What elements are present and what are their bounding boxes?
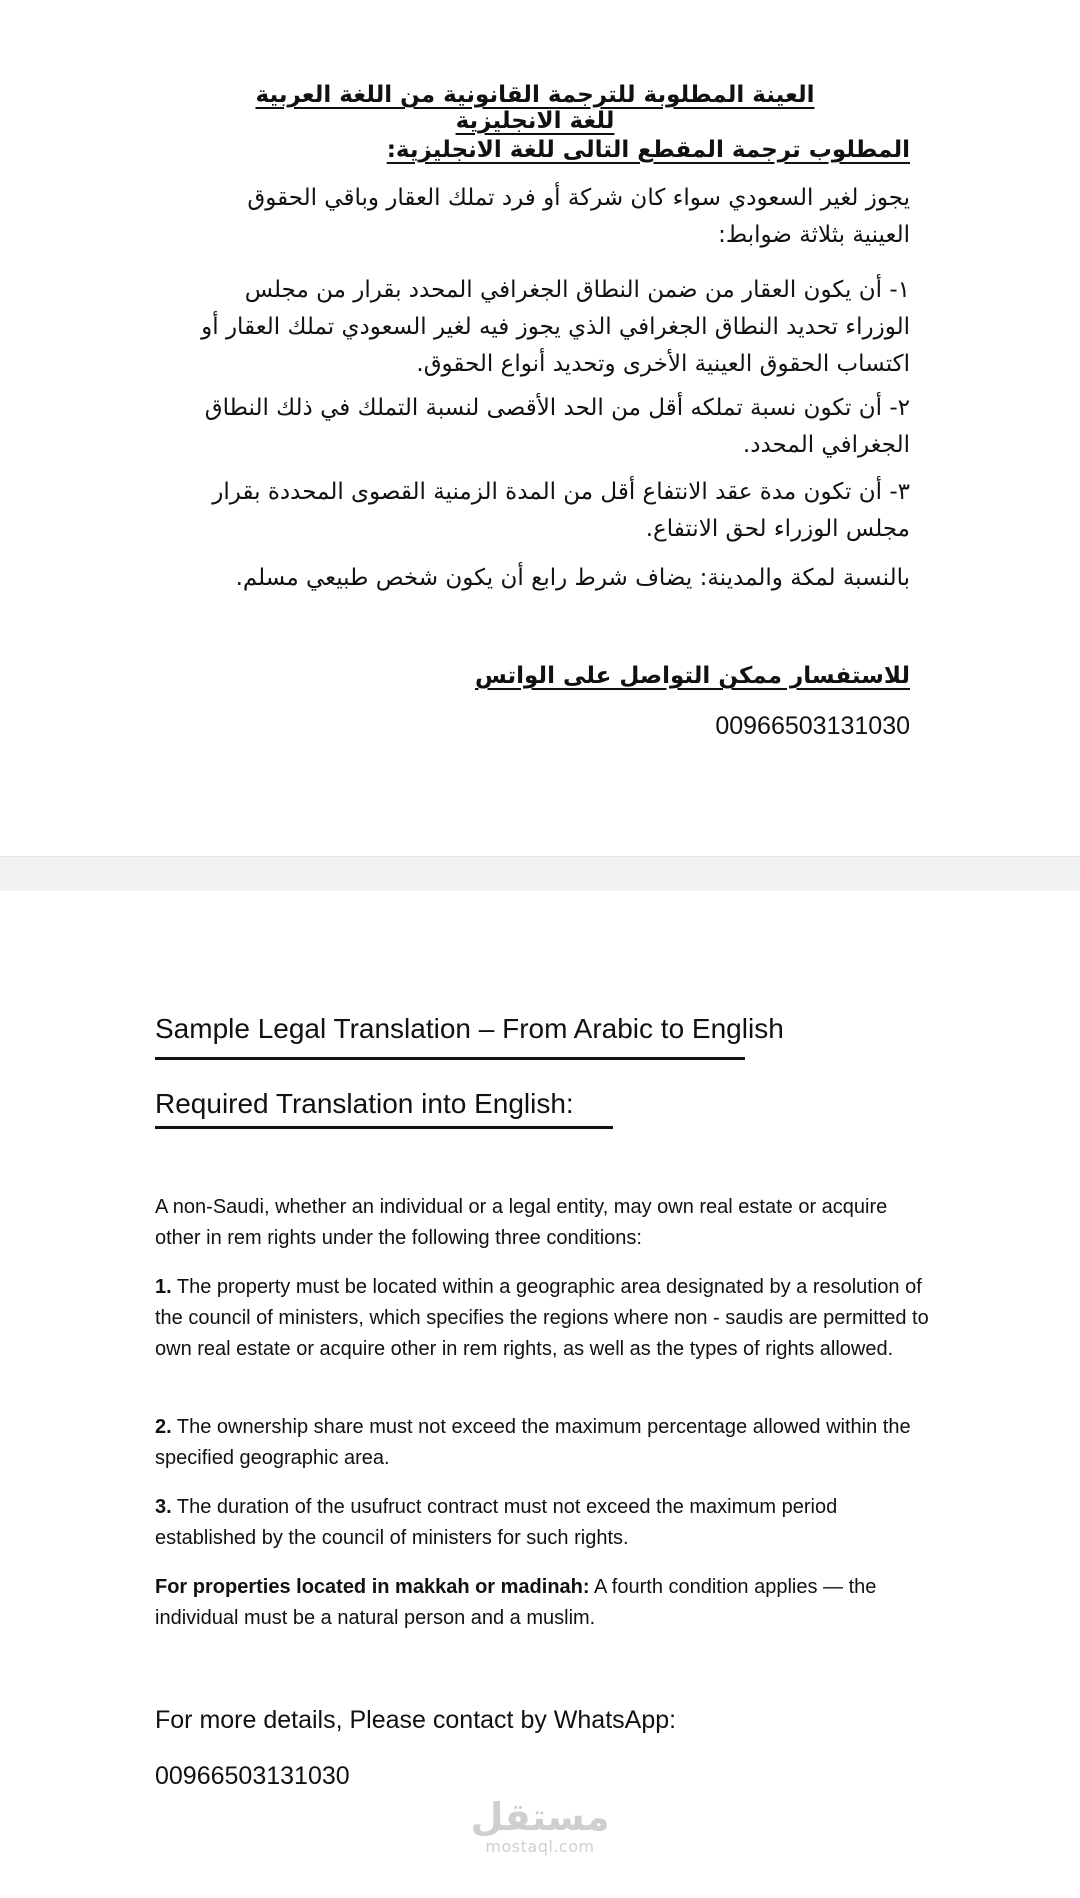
arabic-subtitle: المطلوب ترجمة المقطع التالى للغة الانجليزية: bbox=[386, 137, 910, 163]
english-contact-label: For more details, Please contact by WhatsApp: bbox=[155, 1706, 677, 1734]
arabic-intro: يجوز لغير السعودي سواء كان شركة أو فرد تملك العقار وباقي الحقوق العينية بثلاثة ضوابط: bbox=[247, 185, 910, 248]
condition-2-text: The ownership share must not exceed the maximum percentage allowed within the specified geographic area. bbox=[155, 1416, 911, 1469]
note-text: A fourth condition applies — the individual must be a natural person and a muslim. bbox=[155, 1576, 877, 1629]
arabic-contact-label: للاستفسار ممكن التواصل على الواتس bbox=[474, 663, 910, 689]
english-subtitle-underline bbox=[155, 1126, 613, 1129]
arabic-phone-number: 00966503131030 bbox=[715, 712, 910, 740]
note-label: For properties located in makkah or madinah: bbox=[155, 1576, 590, 1598]
english-title: Sample Legal Translation – From Arabic to English bbox=[155, 1013, 784, 1044]
english-title-underline bbox=[155, 1057, 745, 1060]
arabic-condition-2: ٢- أن تكون نسبة تملكه أقل من الحد الأقصى لنسبة التملك في ذلك النطاق الجغرافي المحدد. bbox=[204, 395, 910, 458]
watermark-latin: mostaql.com bbox=[485, 1837, 595, 1856]
english-condition-2 bbox=[155, 1412, 935, 1474]
english-condition-1 bbox=[155, 1272, 935, 1365]
condition-3-number: 3. bbox=[155, 1496, 172, 1518]
page-separator bbox=[0, 856, 1080, 892]
mostaql-watermark-logo bbox=[460, 1796, 620, 1856]
english-subtitle: Required Translation into English: bbox=[155, 1088, 574, 1119]
english-makkah-madinah-note bbox=[155, 1572, 935, 1634]
watermark-arabic: مستقل bbox=[470, 1795, 610, 1839]
condition-1-number: 1. bbox=[155, 1276, 172, 1298]
condition-2-number: 2. bbox=[155, 1416, 172, 1438]
arabic-condition-1: ١- أن يكون العقار من ضمن النطاق الجغرافي المحدد بقرار من مجلس الوزراء تحديد النطاق الجغرافي الذي يجوز فيه لغير السعودي تملك العقار أو اكتساب الحقوق العينية الأخرى وتحديد أنواع الحقوق. bbox=[201, 277, 910, 377]
arabic-makkah-madinah-note: بالنسبة لمكة والمدينة: يضاف شرط رابع أن يكون شخص طبيعي مسلم. bbox=[235, 565, 910, 591]
arabic-page bbox=[0, 0, 1080, 856]
english-condition-3 bbox=[155, 1492, 935, 1554]
condition-3-text: The duration of the usufruct contract must not exceed the maximum period established by the council of ministers for such rights. bbox=[155, 1496, 838, 1549]
arabic-title: العينة المطلوبة للترجمة القانونية من اللغة العربية للغة الانجليزية bbox=[255, 82, 815, 134]
english-phone-number: 00966503131030 bbox=[155, 1762, 350, 1790]
condition-1-text: The property must be located within a geographic area designated by a resolution of the council of ministers, which specifies the regions where non - saudis are permitted to own real estate or acquire other in rem rights, as well as the types of rights allowed. bbox=[155, 1276, 929, 1360]
english-intro: A non-Saudi, whether an individual or a legal entity, may own real estate or acquire other in rem rights under the following three conditions: bbox=[155, 1196, 888, 1249]
arabic-condition-3: ٣- أن تكون مدة عقد الانتفاع أقل من المدة الزمنية القصوى المحددة بقرار مجلس الوزراء لحق الانتفاع. bbox=[212, 479, 910, 542]
